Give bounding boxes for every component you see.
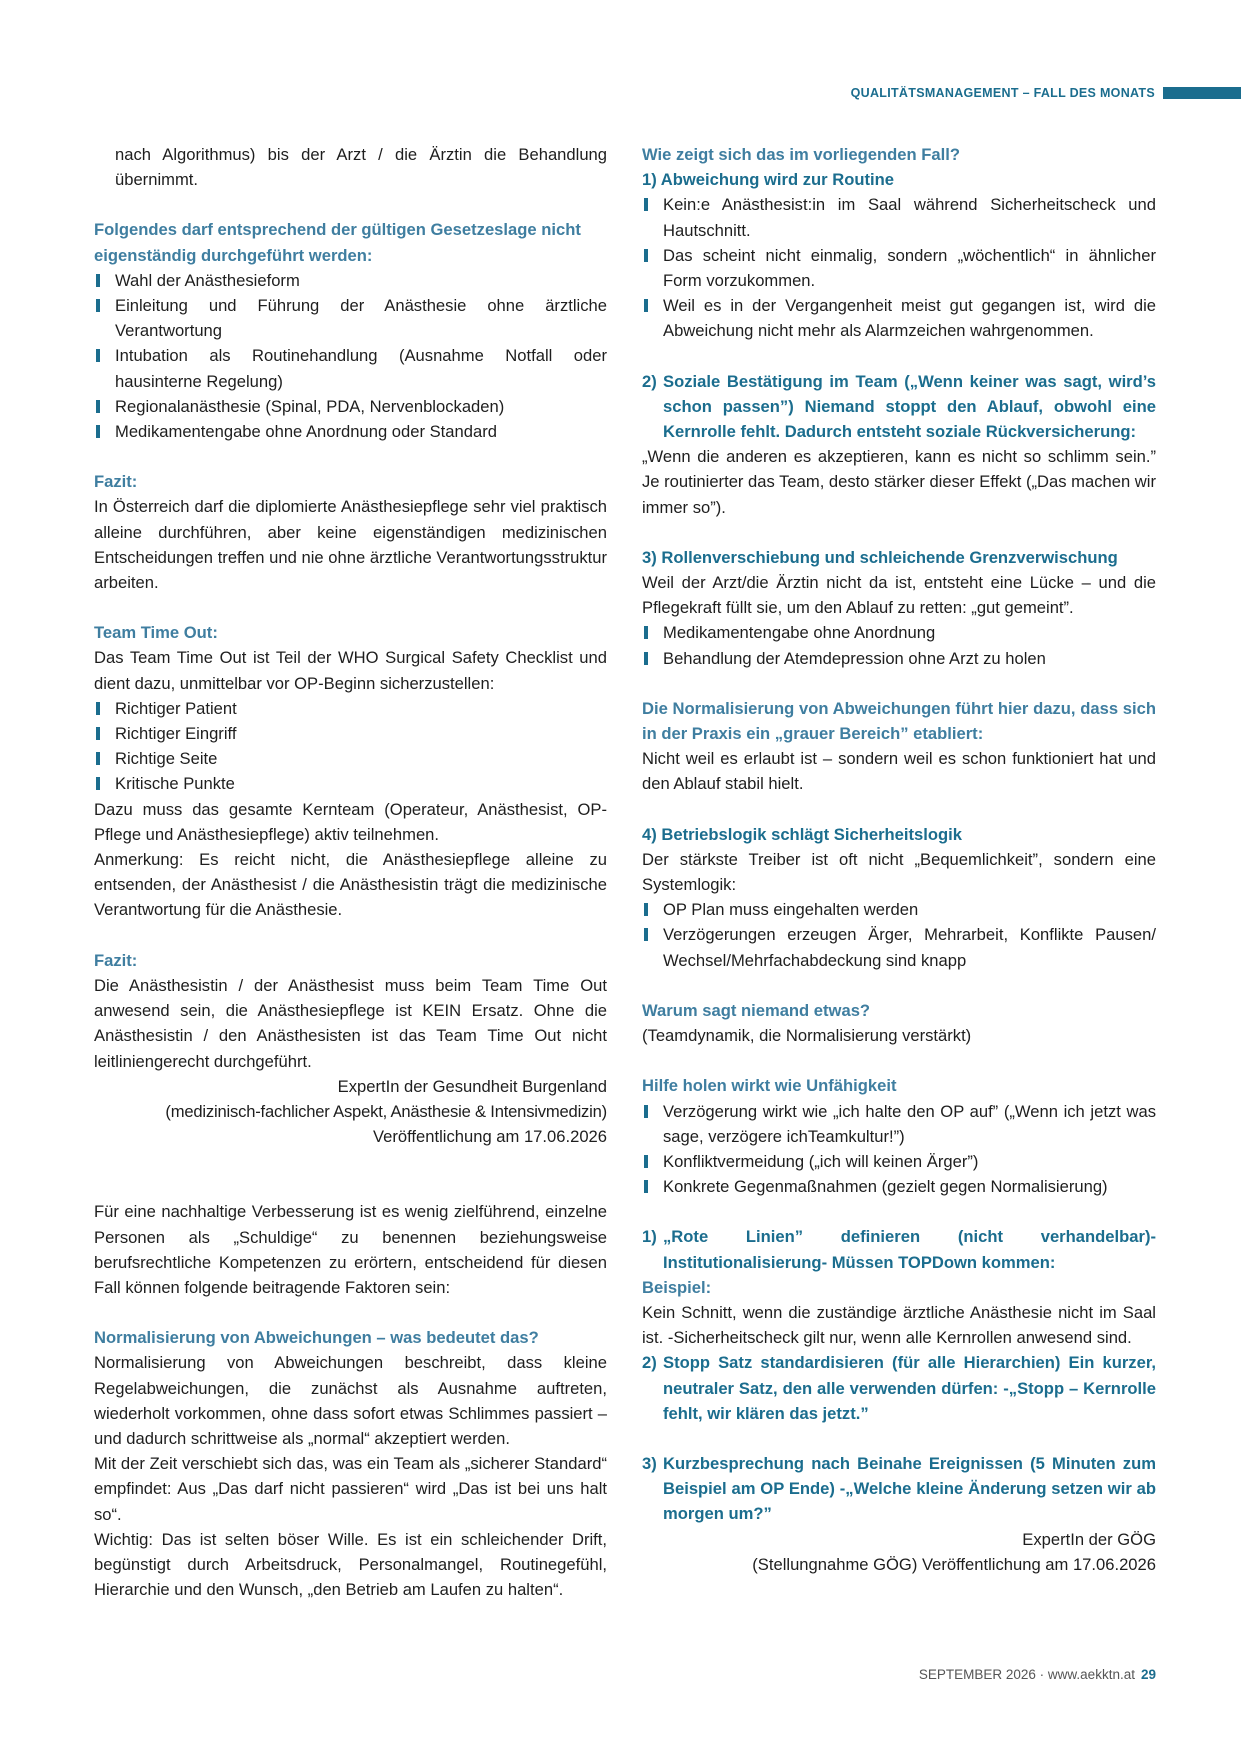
measure-heading-text: Stopp Satz standardisieren (für alle Hierarchien) Ein kurzer, neutraler Satz, den alle verwenden dürfen: -„Stopp – Kernrolle fehlt, wir klären das jetzt.” xyxy=(663,1353,1156,1423)
list-item: Weil es in der Vergangenheit meist gut gegangen ist, wird die Abweichung nicht mehr als Alarmzeichen wahrgenommen. xyxy=(642,293,1156,343)
grey-area-heading: Die Normalisierung von Abweichungen führt hier dazu, dass sich in der Praxis ein „grauer Bereich” etabliert: xyxy=(642,698,1156,744)
section-label: QUALITÄTSMANAGEMENT – FALL DES MONATS xyxy=(850,86,1155,100)
example-text: Kein Schnitt, wenn die zuständige ärztliche Anästhesie nicht im Saal ist. -Sicherheitscheck gilt nur, wenn alle Kernrollen anwesend sind. xyxy=(642,1302,1156,1348)
example-label: Beispiel: xyxy=(642,1277,712,1297)
point-list xyxy=(642,620,1156,670)
section-header xyxy=(851,86,1241,100)
section-accent-bar xyxy=(1163,87,1241,99)
list-item: Einleitung und Führung der Anästhesie ohne ärztliche Verantwortung xyxy=(94,293,607,343)
why-heading: Warum sagt niemand etwas? xyxy=(642,1000,871,1020)
team-time-out-team: Dazu muss das gesamte Kernteam (Operateur, Anästhesist, OP-Pflege und Anästhesiepflege) aktiv teilnehmen. xyxy=(94,799,607,844)
left-column xyxy=(94,142,607,1602)
team-time-out-list xyxy=(94,696,607,797)
point-list xyxy=(642,897,1156,973)
fazit-heading: Fazit: xyxy=(94,950,138,970)
team-time-out-note: Anmerkung: Es reicht nicht, die Anästhesiepflege alleine zu entsenden, der Anästhesist / die Anästhesistin trägt die medizinische Verantwortung für die Anästhesie. xyxy=(94,850,607,920)
measure-heading xyxy=(642,1451,1156,1527)
help-list xyxy=(642,1099,1156,1200)
list-item: Wahl der Anästhesieform xyxy=(94,268,607,293)
not-allowed-list xyxy=(94,268,607,444)
list-item: Richtige Seite xyxy=(94,746,607,771)
list-item: Konkrete Gegenmaßnahmen (gezielt gegen Normalisierung) xyxy=(642,1174,1156,1199)
improvement-paragraph: Für eine nachhaltige Verbesserung ist es wenig zielführend, einzelne Personen als „Schuldige“ zu benennen beziehungsweise berufsrechtliche Kompetenzen zu erörtern, entscheidend für diesen Fall können folgende beitragende Faktoren sein: xyxy=(94,1202,607,1297)
list-item: Regionalanästhesie (Spinal, PDA, Nervenblockaden) xyxy=(94,394,607,419)
point-list xyxy=(642,192,1156,343)
signature-line: Veröffentlichung am 17.06.2026 xyxy=(372,1127,607,1147)
signature-line: (Stellungnahme GÖG) Veröffentlichung am 17.06.2026 xyxy=(752,1554,1156,1574)
point-heading: 3) Rollenverschiebung und schleichende Grenzverwischung xyxy=(642,547,1118,567)
fazit-text: In Österreich darf die diplomierte Anästhesiepflege sehr viel praktisch alleine durchführen, aber keine eigenständigen medizinischen Entscheidungen treffen und nie ohne ärztliche Verantwortungsstruktur arbeiten. xyxy=(94,497,607,593)
issue-info: SEPTEMBER 2026 · www.aekktn.at xyxy=(918,1667,1135,1682)
point-text: Weil der Arzt/die Ärztin nicht da ist, entsteht eine Lücke – und die Pflegekraft füllt sie, um den Ablauf zu retten: „gut gemeint”. xyxy=(642,573,1156,618)
measure-heading-text: Kurzbesprechung nach Beinahe Ereignissen (5 Minuten zum Beispiel am OP Ende) -„Welche kleine Änderung setzen wir ab morgen um?” xyxy=(663,1453,1156,1524)
point-heading-text: Soziale Bestätigung im Team („Wenn keiner was sagt, wird’s schon passen”) Niemand stoppt den Ablauf, obwohl eine Kernrolle fehlt. Dadurch entsteht soziale Rückversicherung: xyxy=(663,371,1156,442)
list-item: Verzögerungen erzeugen Ärger, Mehrarbeit, Konflikte Pausen/ Wechsel/Mehrfachabdeckung sind knapp xyxy=(642,922,1156,972)
intro-paragraph: nach Algorithmus) bis der Arzt / die Ärztin die Behandlung übernimmt. xyxy=(115,145,607,190)
list-item: Kein:e Anästhesist:in im Saal während Sicherheitscheck und Hautschnitt. xyxy=(642,192,1156,242)
point-number: 2) xyxy=(642,371,657,391)
list-item: Behandlung der Atemdepression ohne Arzt zu holen xyxy=(642,646,1156,671)
point-heading xyxy=(642,369,1156,445)
measure-number: 3) xyxy=(642,1453,657,1473)
list-item: Medikamentengabe ohne Anordnung xyxy=(642,620,1156,645)
list-item: Das scheint nicht einmalig, sondern „wöchentlich“ in ähnlicher Form vorzukommen. xyxy=(642,243,1156,293)
measure-heading-text: „Rote Linien” definieren (nicht verhandelbar)- Institutionalisierung- Müssen TOPDown kommen: xyxy=(663,1227,1156,1272)
normalization-text: Normalisierung von Abweichungen beschreibt, dass kleine Regelabweichungen, die zunächst als Ausnahme auftreten, wiederholt vorkommen, ohne dass sofort etwas Schlimmes passiert – und dadurch schrittweise als „normal“ akzeptiert werden. xyxy=(94,1353,607,1448)
normalization-text: Mit der Zeit verschiebt sich das, was ein Team als „sicherer Standard“ empfindet: Aus „Das darf nicht passieren“ wird „Das ist bei uns halt so“. xyxy=(94,1454,607,1524)
fazit-heading: Fazit: xyxy=(94,472,138,492)
not-allowed-heading: Folgendes darf entsprechend der gültigen Gesetzeslage nicht eigenständig durchgeführt werden: xyxy=(94,220,581,265)
team-time-out-text: Das Team Time Out ist Teil der WHO Surgical Safety Checklist und dient dazu, unmittelbar vor OP-Beginn sicherzustellen: xyxy=(94,648,607,693)
measure-heading xyxy=(642,1350,1156,1426)
signature-block xyxy=(642,1527,1156,1577)
list-item: Richtiger Patient xyxy=(94,696,607,721)
point-heading: 1) Abweichung wird zur Routine xyxy=(642,170,894,190)
signature-line: ExpertIn der GÖG xyxy=(1022,1529,1156,1549)
point-text: „Wenn die anderen es akzeptieren, kann es nicht so schlimm sein.” Je routinierter das Team, desto stärker dieser Effekt („Das machen wir immer so”). xyxy=(642,447,1157,517)
signature-line: (medizinisch-fachlicher Aspekt, Anästhesie & Intensivmedizin) xyxy=(165,1101,607,1121)
list-item: Kritische Punkte xyxy=(94,771,607,796)
case-heading: Wie zeigt sich das im vorliegenden Fall? xyxy=(642,145,960,164)
help-heading: Hilfe holen wirkt wie Unfähigkeit xyxy=(642,1076,897,1096)
list-item: Konfliktvermeidung („ich will keinen Ärger”) xyxy=(642,1149,1156,1174)
team-time-out-heading: Team Time Out: xyxy=(94,623,218,643)
list-item: Intubation als Routinehandlung (Ausnahme Notfall oder hausinterne Regelung) xyxy=(94,343,607,393)
normalization-text: Wichtig: Das ist selten böser Wille. Es ist ein schleichender Drift, begünstigt durch Arbeitsdruck, Personalmangel, Routinegefühl, Hierarchie und den Wunsch, „den Betrieb am Laufen zu halten“. xyxy=(94,1529,607,1600)
page-number: 29 xyxy=(1140,1667,1156,1682)
grey-area-text: Nicht weil es erlaubt ist – sondern weil es schon funktioniert hat und den Ablauf stabil hielt. xyxy=(642,749,1156,794)
list-item: Richtiger Eingriff xyxy=(94,721,607,746)
signature-line: ExpertIn der Gesundheit Burgenland xyxy=(337,1076,607,1096)
list-item: Verzögerung wirkt wie „ich halte den OP auf” („Wenn ich jetzt was sage, verzögere ichTeamkultur!”) xyxy=(642,1099,1156,1149)
right-column xyxy=(642,142,1156,1577)
signature-block xyxy=(94,1074,607,1150)
normalization-heading: Normalisierung von Abweichungen – was bedeutet das? xyxy=(94,1328,539,1348)
measure-heading xyxy=(642,1224,1156,1274)
point-heading: 4) Betriebslogik schlägt Sicherheitslogik xyxy=(642,824,962,844)
list-item: OP Plan muss eingehalten werden xyxy=(642,897,1156,922)
why-text: (Teamdynamik, die Normalisierung verstärkt) xyxy=(642,1026,972,1046)
measure-number: 2) xyxy=(642,1353,657,1373)
fazit-text: Die Anästhesistin / der Anästhesist muss beim Team Time Out anwesend sein, die Anästhesiepflege ist KEIN Ersatz. Ohne die Anästhesistin / den Anästhesisten ist das Team Time Out nicht leitliniengerecht durchgeführt. xyxy=(94,975,607,1071)
page-footer xyxy=(919,1667,1156,1682)
point-text: Der stärkste Treiber ist oft nicht „Bequemlichkeit”, sondern eine Systemlogik: xyxy=(642,849,1156,895)
measure-number: 1) xyxy=(642,1227,657,1247)
list-item: Medikamentengabe ohne Anordnung oder Standard xyxy=(94,419,607,444)
